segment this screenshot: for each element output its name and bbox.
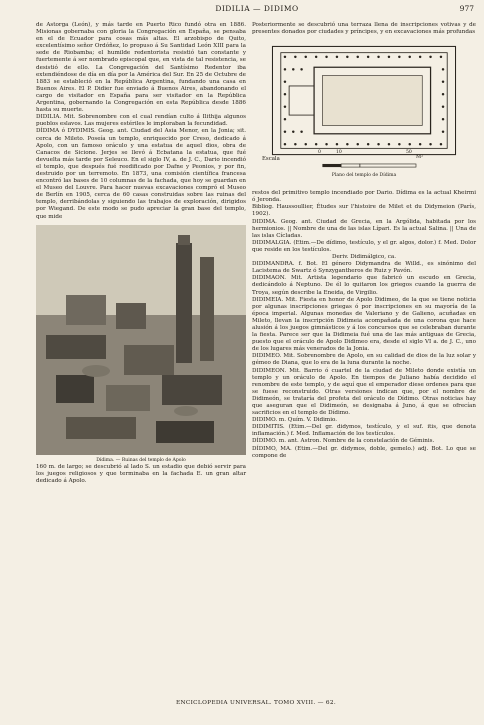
bibliography: Bibliog. Haussoullier, Études sur l'histoire de Milet et du Didymeion (París, 1902). [252, 204, 476, 218]
entry-continuation: 160 m. de largo; se descubrió al lado S. un estadio que debió servir para los juegos religiosos y que terminaba en la fachada E. un gran altar dedicado á Apolo. [36, 463, 246, 484]
scale-tick-50: 50 [406, 150, 412, 156]
entry-didimandra: DIDIMANDRA. f. Bot. El género Didymandra de Willd., es sinónimo del Lacistema de Swartz ó Synzygantheros de Ruiz y Pavón. [252, 261, 476, 275]
page-footer: ENCICLOPEDIA UNIVERSAL. TOMO XVIII. — 62. [175, 700, 337, 706]
entry-didilia: DIDILIA. Mit. Sobrenombre con el cual rendían culto á Ilithija algunos pueblos eslavos. Las mujeres estériles le imploraban la fecundidad. [36, 114, 246, 128]
ruins-photograph [36, 225, 246, 455]
photo-caption: Dídima. — Ruinas del templo de Apolo [96, 457, 186, 463]
entry-didimio: DIDIMO. m. Quím. V. Didimio. [252, 417, 338, 424]
entry-paragraph-top: Posteriormente se descubrió una terraza llena de inscripciones votivas y de presentes donados por ciudades y príncipes, y en excavaciones más profundas [252, 22, 476, 36]
plan-caption: Plano del templo de Dídima [331, 173, 397, 179]
entry-didimo-adj: DÍDIMO, MA. (Etim.—Del gr. didymos, doble, gemelo.) adj. Bot. Lo que se compone de [252, 445, 476, 459]
entry-didimeo: DIDIMEO. Mit. Sobrenombre de Apolo, en su calidad de dios de la luz solar y gémeo de Diana, que lo era de la luna durante la noche. [252, 353, 476, 367]
entry-paragraph: restos del primitivo templo incendiado por Dario. Dídima es la actual Kheirmi ó Jeronda. [252, 190, 476, 204]
derivative: Deriv. Didimálgico, ca. [331, 254, 397, 261]
scale-label: Escala [262, 156, 280, 163]
page-number: 977 [459, 4, 474, 13]
entry-didimitis: DIDIMITIS. (Etim.—Del gr. didymos, testículo, y el suf. itis, que denota inflamación.) f. Med. Inflamación de los testículos. [252, 424, 476, 438]
entry-didima: DÍDIMA ó DYDIMIS. Geog. ant. Ciudad del Asia Menor, en la Jonia; sit. cerca de Mileto. Poseía un templo, enriquecido por Creso, dedicado á Apolo, con un famoso oráculo y una estatua de aquel dios, obra de Canacos de Sicione. Jerjes se llevó á Ecbatana la estatua, que fué devuelta más tarde por Seleuco. En el siglo IV, a. de J. C., Dario incendió el templo, que después fué reedificado por Dafne y Peonios, y por fin, destruido por un terremoto. En 1873, una comisión científica francesa encontró las bases de 10 columnas de la fachada, que hoy se guardan en el Museo del Louvre. Para hacer nuevas excavaciones compró el Museo de Berlín en 1905, cerca de 60 casas construidas sobre las ruinas del templo, derribándolas y siguiendo las trabajos de exploración, dirigidos por Wiegand. De este modo se pudo apreciar la gran base del templo, que mide [36, 128, 246, 220]
entry-didimaon: DIDIMAON. Mit. Artista legendario que fabricó un escudo en Grecia, dedicándolo á Neptuno. De él lo quitaron los griegos cuando la guerra de Troya, según describe la Eneida, de Virgilio. [252, 275, 476, 296]
scale-tick-10: 10 [336, 150, 342, 156]
left-column [36, 22, 246, 485]
entry-didimeia: DIDIMEIA. Mit. Fiesta en honor de Apolo Didimeo, de la que se tiene noticia por algunas inscripciones griegas ó por inscripciones en su mayoría de la época imperial. Algunas monedas de Valeriano y de Galieno, acuñadas en Mileto, llevan la inscripción Didimeia acompañada de una corona que hace alusión á los juegos gimnásticos y á los concursos que se celebraban durante la fiesta. Parece ser que la Didimeia fué una de las más antiguas de Grecia, puesto que el oráculo de Apolo Didimeo era, desde el siglo VI a. de J. C., uno de los lugares más venerados de la Jonia. [252, 296, 476, 353]
temple-plan-diagram [260, 38, 468, 188]
scale-tick-0: 0 [318, 150, 321, 156]
entry-paragraph: de Astorga (León), y más tarde en Puerto Rico fundó otra en 1886. Misionas gobernaba con gloria la Congregación en España, se pensaba en el de Ecuador para cosas más altas. El arzobispo de Quito, excelentísimo señor Ordóñez, lo propuso á Su Santidad León XIII para la sede de Riobamba; el humilde redentorista resistió tan constante y fuertemente á ser nombrado episcopal que, en vista de tal resistencia, se desistió de ello. La Congregación del Santísimo Redentor iba extendiéndose de día en día por la América del Sur. En 25 de Octubre de 1883 se estableció en la República Argentina, fundando una casa en Buenos Aires. El P. Didier fue enviado á Buenos Aires, abandonando el cargo de visitador en España para ser visitador en la República Argentina, gobernando la Congregación en esta República desde 1886 hasta su muerte. [36, 22, 246, 114]
right-column [252, 22, 476, 460]
entry-didimo-astron: DÍDIMO. m. ant. Astron. Nombre de la constelación de Géminis. [252, 438, 435, 445]
running-header [40, 4, 474, 16]
scale-unit: M² [416, 154, 424, 161]
entry-didima-geog: DIDIMA. Geog. ant. Ciudad de Grecia, en la Argólida, habitada por los hermionios. || Nombre de una de las islas Lípari. Es la actual Salina. || Una de las islas Cícladas. [252, 218, 476, 239]
entry-didimeon: DIDIMEON. Mit. Barrio ó cuartel de la ciudad de Mileto donde existía un templo y un oráculo de Apolo. En tiempos de Juliano había decidido el renombre de este templo, y de aquí que el emperador diese ordenes para que se fuese reconstruido. Otras versiones indican que, por el nombre de Didimeón, se trataría del profeta del oráculo de Dídimo. Otras noticias hay que aseguran que el Didimeón, se designaba á Juno, á que se ofrecían sacrificios en el templo de Dídimo. [252, 367, 476, 417]
entry-didimalgia: DIDIMALGIA. (Etim.—De dídimo, testículo, y el gr. algos, dolor.) f. Med. Dolor que reside en los testículos. [252, 239, 476, 253]
header-title: DIDILIA — DIDIMO [215, 4, 299, 13]
